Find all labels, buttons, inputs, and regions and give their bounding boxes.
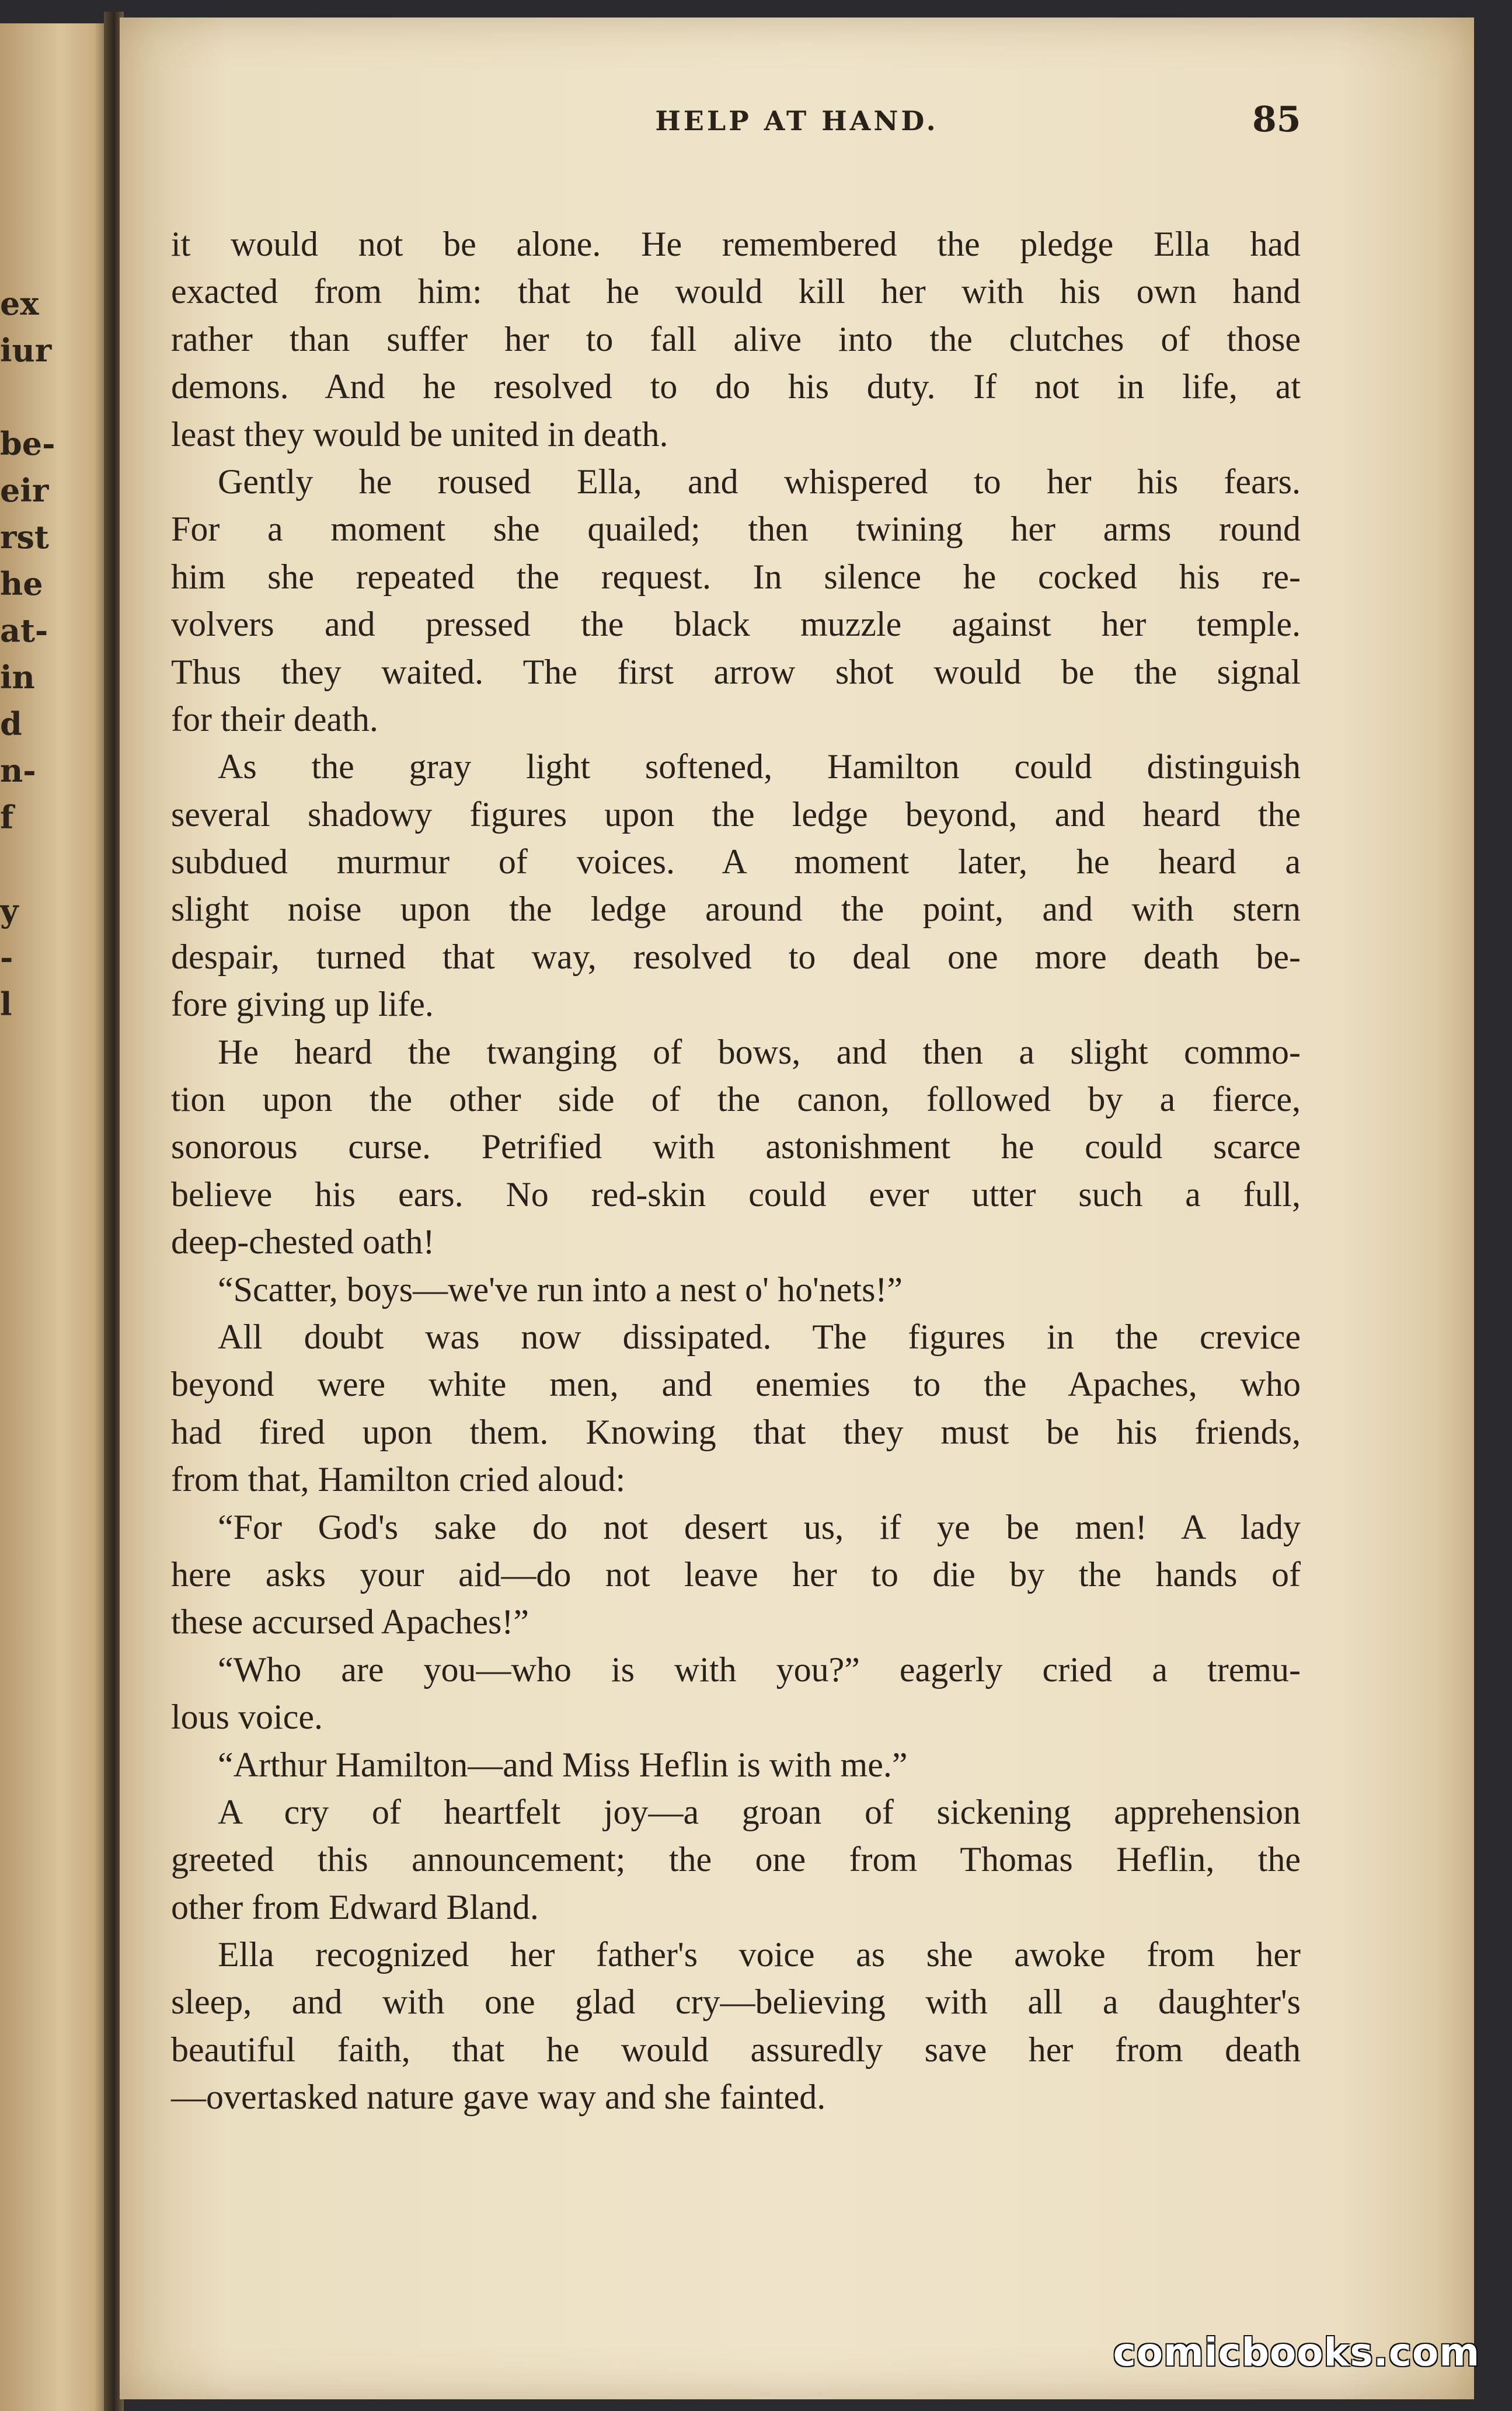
text-line: volvers and pressed the black muzzle against her temple. xyxy=(171,605,1301,644)
left-fragment: n- xyxy=(0,752,36,789)
text-line: As the gray light softened, Hamilton could distinguish xyxy=(218,747,1301,786)
left-fragment: in xyxy=(0,659,35,696)
text-line: sonorous curse. Petrified with astonishment he could scarce xyxy=(171,1127,1301,1166)
text-line: despair, turned that way, resolved to deal one more death be- xyxy=(171,937,1301,976)
text-line: beyond were white men, and enemies to the Apaches, who xyxy=(171,1365,1301,1404)
left-fragment: be- xyxy=(0,425,55,462)
text-line: here asks your aid—do not leave her to die by the hands of xyxy=(171,1555,1301,1594)
text-line: exacted from him: that he would kill her with his own hand xyxy=(171,272,1301,311)
left-page-text-fragments xyxy=(0,280,55,1027)
left-fragment: - xyxy=(0,939,13,976)
left-fragment: he xyxy=(0,565,43,602)
book-page xyxy=(120,18,1474,2399)
text-line: slight noise upon the ledge around the point, and with stern xyxy=(171,890,1301,929)
text-line: “Arthur Hamilton—and Miss Heflin is with me.” xyxy=(218,1745,908,1784)
text-line: sleep, and with one glad cry—believing with all a daughter's xyxy=(171,1983,1301,2022)
site-watermark: comicbooks.com xyxy=(1113,2330,1480,2375)
left-fragment: eir xyxy=(0,472,49,509)
left-fragment: y xyxy=(0,892,19,929)
text-line: him she repeated the request. In silence he cocked his re- xyxy=(171,557,1301,596)
text-line: “Scatter, boys—we've run into a nest o' ho'nets!” xyxy=(218,1270,903,1309)
text-line: deep-chested oath! xyxy=(171,1222,435,1262)
left-fragment: rst xyxy=(0,518,49,556)
page-body-text xyxy=(171,221,1301,2121)
left-fragment: f xyxy=(0,799,14,836)
left-fragment xyxy=(0,841,35,887)
text-line: —overtasked nature gave way and she fainted. xyxy=(171,2078,826,2117)
left-fragment: l xyxy=(0,985,12,1023)
text-line: beautiful faith, that he would assuredly save her from death xyxy=(171,2030,1301,2069)
text-line: “For God's sake do not desert us, if ye be men! A lady xyxy=(218,1507,1301,1546)
text-line: had fired upon them. Knowing that they must be his friends, xyxy=(171,1412,1301,1451)
text-line: For a moment she quailed; then twining her arms round xyxy=(171,510,1301,549)
left-fragment: iur xyxy=(0,332,52,369)
text-line: demons. And he resolved to do his duty. If not in life, at xyxy=(171,367,1301,406)
text-line: Ella recognized her father's voice as she awoke from her xyxy=(218,1935,1301,1974)
text-line: for their death. xyxy=(171,699,378,738)
text-line: believe his ears. No red-skin could ever utter such a full, xyxy=(171,1175,1301,1214)
text-line: subdued murmur of voices. A moment later, he heard a xyxy=(171,842,1301,882)
text-line: other from Edward Bland. xyxy=(171,1887,539,1926)
text-line: it would not be alone. He remembered the pledge Ella had xyxy=(171,225,1301,263)
left-fragment: at- xyxy=(0,612,48,649)
text-line: tion upon the other side of the canon, followed by a fierce, xyxy=(171,1080,1301,1119)
text-line: Gently he roused Ella, and whispered to her his fears. xyxy=(218,462,1301,501)
left-fragment: d xyxy=(0,705,22,743)
text-line: He heard the twanging of bows, and then a slight commo- xyxy=(218,1032,1301,1071)
text-line: least they would be united in death. xyxy=(171,414,668,454)
text-line: Thus they waited. The first arrow shot would be the signal xyxy=(171,652,1301,691)
text-line: All doubt was now dissipated. The figures in the crevice xyxy=(218,1317,1301,1356)
left-fragment: ex xyxy=(0,285,39,322)
text-line: lous voice. xyxy=(171,1698,323,1737)
left-fragment xyxy=(0,374,35,420)
left-page-edge xyxy=(0,23,111,2411)
text-line: several shadowy figures upon the ledge beyond, and heard the xyxy=(171,795,1301,834)
text-line: A cry of heartfelt joy—a groan of sickening apprehension xyxy=(218,1792,1301,1831)
text-line: fore giving up life. xyxy=(171,985,434,1024)
text-line: rather than suffer her to fall alive into the clutches of those xyxy=(171,319,1301,358)
running-head: HELP AT HAND. xyxy=(655,105,939,137)
page-number: 85 xyxy=(1252,99,1301,140)
text-line: from that, Hamilton cried aloud: xyxy=(171,1460,626,1499)
text-line: greeted this announcement; the one from Thomas Heflin, the xyxy=(171,1840,1301,1879)
text-line: these accursed Apaches!” xyxy=(171,1602,529,1642)
text-line: “Who are you—who is with you?” eagerly cried a tremu- xyxy=(218,1650,1301,1689)
